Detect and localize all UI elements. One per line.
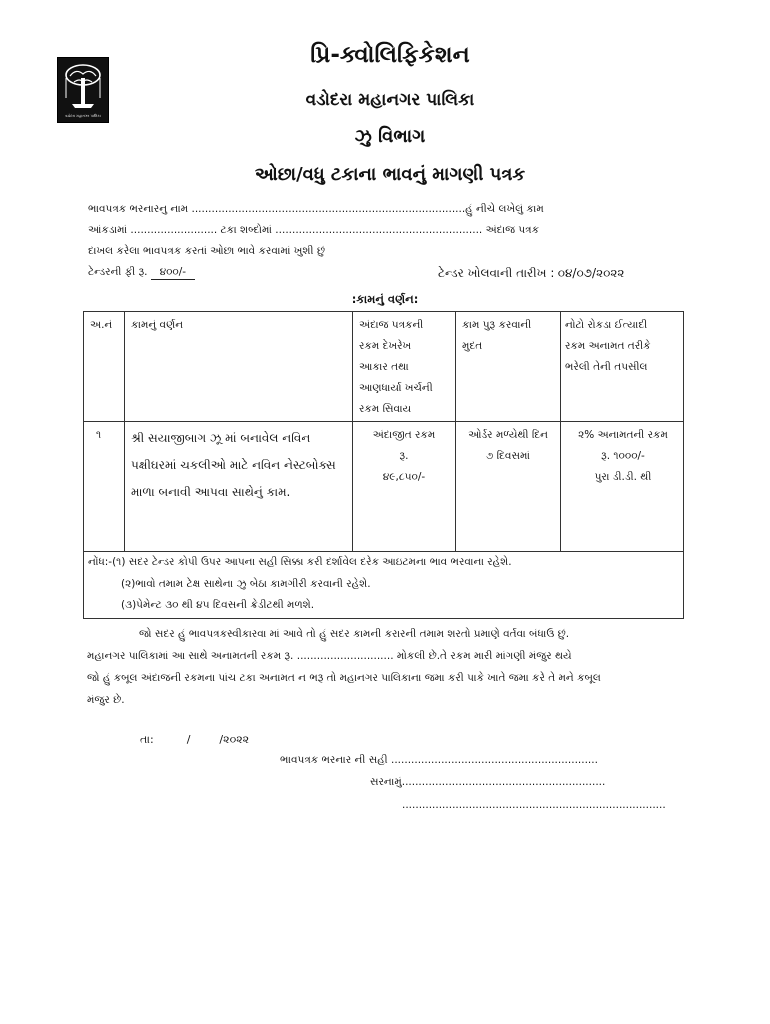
row-serial-no: ૧	[96, 429, 102, 441]
note-3: (૩)પેમેન્ટ ૩૦ થી ૪૫ દિવસની ક્રેડીટથી મળશે.	[121, 599, 315, 611]
notes-box	[83, 552, 684, 619]
row-duration: ઓર્ડર મળ્યેથી દિન ૭ દિવસમાં	[468, 429, 548, 462]
table-divider	[560, 312, 561, 551]
form-title: ઓછા/વધુ ટકાના ભાવનું માગણી પત્રક	[254, 164, 526, 185]
table-divider	[352, 312, 353, 551]
table-divider	[455, 312, 456, 551]
table-divider	[84, 421, 683, 422]
date-line	[140, 733, 249, 747]
svg-text:વડોદરા મહાનગર પાલિકા: વડોદરા મહાનગર પાલિકા	[65, 114, 101, 118]
work-table	[83, 311, 684, 552]
work-description-heading: :કામનું વર્ણન:	[351, 292, 419, 306]
declaration-line-4: મંજુર છે.	[87, 694, 125, 706]
bidder-name-line: ભાવપત્રક ભરનારનુ નામ ..................................................................................હું નીચે લખેલું કામ	[88, 203, 544, 215]
organization-name: વડોદરા મહાનગર પાલિકા	[305, 90, 475, 110]
opening-date-label: ટેન્ડર ખોલવાની તારીખ :	[438, 266, 555, 280]
header-estimate: અંદાજ પત્રકની રકમ દેખરેખ આકાર તથા આણધાર્યા ખર્ચની રકમ સિવાય	[359, 319, 433, 415]
date-separator: /	[186, 733, 191, 746]
date-year: /૨૦૨૨	[219, 733, 250, 746]
tender-fee-value: ૪૦૦/-	[151, 266, 195, 280]
header-work-description: કામનું વર્ણન	[131, 319, 184, 331]
opening-date-value: ૦૪/૦૭/૨૦૨૨	[557, 266, 625, 280]
address-line: સરનામું.............................................................	[370, 776, 606, 788]
address-line-2: ...............................................................................	[402, 799, 666, 811]
row-deposit: ૨% અનામતની રકમ રૂ. ૧૦૦૦/- પુરા ડી.ડી. થી	[578, 429, 668, 483]
declaration-line-2: મહાનગર પાલિકામાં આ સાથે અનામતની રકમ રૂ. ............................. મોકલી છે.તે રકમ મારી માંગણી મંજુર થયે	[87, 650, 572, 662]
percentage-line: આંકડામાં .......................... ટકા શબ્દોમાં .............................................................. અંદાજ પત્રક	[88, 224, 540, 236]
document-title: પ્રિ-ક્વોલિફિકેશન	[310, 42, 470, 68]
table-divider	[124, 312, 125, 551]
declaration-line-3: જો હું કબૂલ અંદાજની રકમના પાંચ ટકા અનામત ન ભરૂ તો મહાનગર પાલિકાના જમા કરી પાકે ખાતે જમા કરે તે મને કબૂલ	[87, 672, 601, 684]
header-deposit: નોટો રોકડા ઈત્યાદી રકમ અનામત તરીકે ભરેલી તેની તપસીલ	[565, 319, 651, 373]
date-label: તા:	[140, 733, 154, 746]
declaration-line-1: જો સદર હું ભાવપત્રકસ્વીકારવા માં આવે તો હું સદર કામની કરારની તમામ શરતો પ્રમાણે વર્તવા બંધાઉ છું.	[139, 628, 570, 640]
row-work-description: શ્રી સયાજીબાગ ઝૂ માં બનાવેલ નવિન પક્ષીઘરમાં ચકલીઓ માટે નવિન નેસ્ટબોક્સ માળા બનાવી આપવા સાથેનું કામ.	[131, 431, 336, 499]
note-1: નોંધ:-(૧) સદર ટેન્ડર કોપી ઉપર આપના સહી સિક્કા કરી દર્શાવેલ દરેક આઇટમના ભાવ ભરવાના રહેશે.	[88, 556, 512, 568]
note-2: (૨)ભાવો તમામ ટેક્ષ સાથેના ઝુ બેઠા કામગીરી કરવાની રહેશે.	[121, 578, 371, 590]
row-estimate: અંદાજીત રકમ રૂ. ૪૯,૮૫૦/-	[372, 429, 436, 483]
consent-line: દાખલ કરેલા ભાવપત્રક કરતાં ઓછા ભાવે કરવામાં ખુશી છું	[88, 245, 325, 257]
opening-date-line	[438, 266, 624, 281]
declaration-paragraph	[87, 623, 687, 711]
tender-fee-label: ટેન્ડરની ફી રૂ.	[88, 266, 148, 278]
signature-line: ભાવપત્રક ભરનાર ની સહી ..............................................................	[280, 754, 598, 766]
header-serial-no: અ.નં	[90, 319, 113, 331]
tender-fee-line	[88, 266, 195, 280]
department-name: ઝુ વિભાગ	[354, 126, 426, 147]
header-duration: કામ પુરૂ કરવાની મુદત	[462, 319, 532, 352]
